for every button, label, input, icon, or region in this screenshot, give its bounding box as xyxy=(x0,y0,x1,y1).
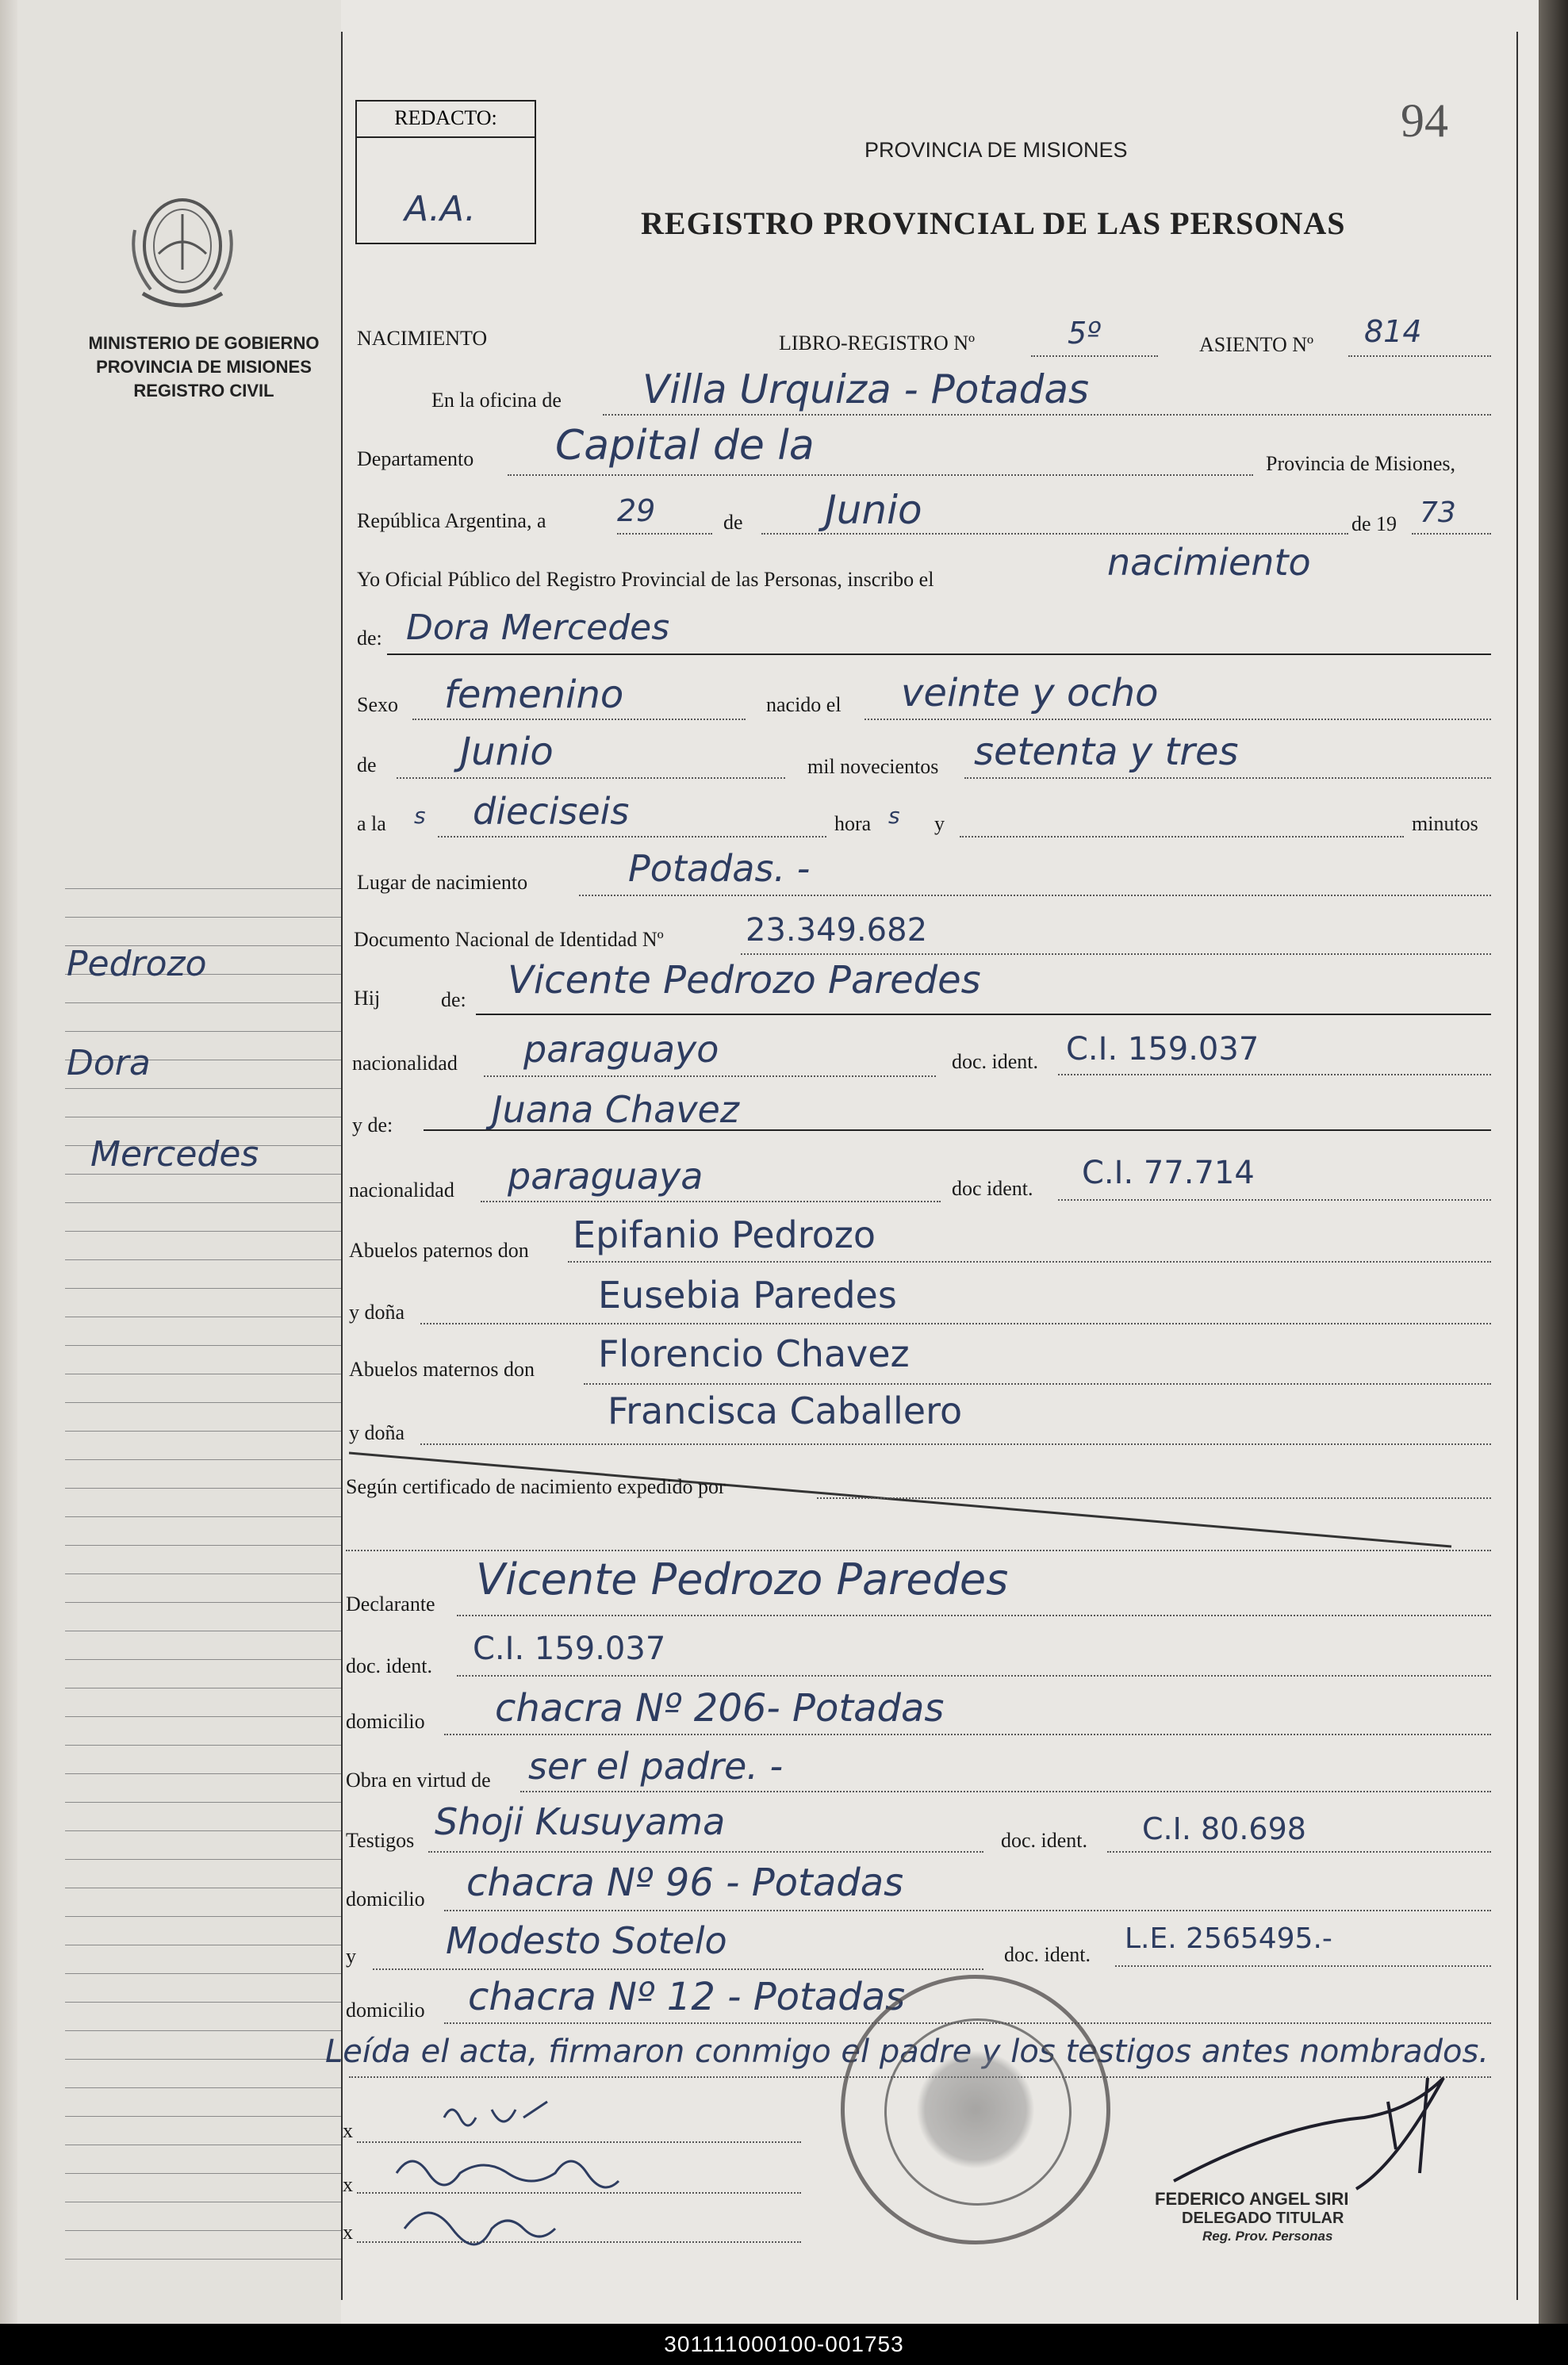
stub-rule-line xyxy=(65,2230,343,2231)
obra-value: ser el padre. - xyxy=(528,1745,784,1788)
domicilio1-value: chacra Nº 206- Potadas xyxy=(495,1686,945,1731)
nacido-label: nacido el xyxy=(766,693,842,716)
handwritten-signatures xyxy=(373,2086,817,2268)
departamento-label: Departamento xyxy=(357,447,474,470)
obra-label: Obra en virtud de xyxy=(346,1769,491,1792)
republica-label: República Argentina, a xyxy=(357,509,546,532)
abm-label: Abuelos maternos don xyxy=(349,1358,535,1381)
margin-note-second-name: Mercedes xyxy=(90,1134,259,1175)
stub-rule-line xyxy=(65,2259,343,2260)
asiento-label: ASIENTO Nº xyxy=(1199,333,1314,356)
signature-mark: x xyxy=(343,2173,353,2196)
docid4-label: doc. ident. xyxy=(1001,1829,1088,1852)
redacto-label: REDACTO: xyxy=(394,106,497,129)
domicilio1-label: domicilio xyxy=(346,1710,425,1733)
stub-rule-line xyxy=(65,1288,343,1289)
stub-rule-line xyxy=(65,1745,343,1746)
provincia-label: Provincia de Misiones, xyxy=(1266,452,1456,475)
libro-value: 5º xyxy=(1068,316,1102,351)
book-edge xyxy=(1539,0,1568,2324)
dni-value: 23.349.682 xyxy=(746,912,928,949)
stub-rule-line xyxy=(65,1716,343,1717)
official-title: DELEGADO TITULAR xyxy=(1182,2210,1344,2227)
dia-value: 29 xyxy=(617,493,656,528)
stub-rule-line xyxy=(65,888,343,889)
image-code: 301111000100-001753 xyxy=(664,2332,904,2356)
de2-label: de xyxy=(357,753,377,776)
domicilio2-label: domicilio xyxy=(346,1888,425,1911)
mes-value: Junio xyxy=(825,487,922,533)
nac2-value: paraguaya xyxy=(508,1155,703,1198)
image-code-bar xyxy=(0,2324,1568,2365)
sexo-label: Sexo xyxy=(357,693,398,716)
nac2-label: nacionalidad xyxy=(349,1179,454,1202)
nacido-value: veinte y ocho xyxy=(901,671,1159,715)
segun-label: Según certificado de nacimiento expedido por xyxy=(346,1475,726,1498)
stub-rule-line xyxy=(65,1002,343,1003)
inscribo-value: nacimiento xyxy=(1107,541,1311,584)
stub-rule-line xyxy=(65,1516,343,1517)
madre-value: Juana Chavez xyxy=(492,1088,740,1131)
stub-rule-line xyxy=(65,1830,343,1831)
stub-rule-line xyxy=(65,1916,343,1917)
testigo1-value: Shoji Kusuyama xyxy=(435,1800,726,1843)
stub-rule-line xyxy=(65,1259,343,1260)
docid1-value: C.I. 159.037 xyxy=(1066,1031,1259,1068)
binding-spine xyxy=(0,0,17,2324)
oficial-label: Yo Oficial Público del Registro Provincial de las Personas, inscribo el xyxy=(357,568,934,591)
ministry-line: PROVINCIA DE MISIONES xyxy=(96,357,312,377)
ministry-heading xyxy=(65,332,343,403)
hora-label: hora xyxy=(834,812,872,835)
lugar-label: Lugar de nacimiento xyxy=(357,871,528,894)
oficina-label: En la oficina de xyxy=(431,389,562,412)
stub-rule-line xyxy=(65,1088,343,1089)
stub-rule-line xyxy=(65,1345,343,1346)
hora-value: dieciseis xyxy=(473,790,630,833)
mes2-value: Junio xyxy=(460,730,554,774)
abp-label: Abuelos paternos don xyxy=(349,1239,529,1262)
stub-rule-line xyxy=(65,1973,343,1974)
stub-rule-line xyxy=(65,1602,343,1603)
margin-note-surname: Pedrozo xyxy=(67,944,207,984)
stub-rule-line xyxy=(65,1659,343,1660)
stub-rule-line xyxy=(65,1573,343,1574)
nac1-value: paraguayo xyxy=(523,1028,719,1071)
nacimiento-label: NACIMIENTO xyxy=(357,327,488,350)
redacto-box xyxy=(355,100,536,244)
mil-label: mil novecientos xyxy=(807,755,939,778)
stub-rule-line xyxy=(65,1031,343,1032)
lugar-value: Potadas. - xyxy=(628,847,811,890)
nac1-label: nacionalidad xyxy=(352,1052,458,1075)
provincial-crest-icon xyxy=(127,182,238,317)
libro-label: LIBRO-REGISTRO Nº xyxy=(779,332,976,355)
domicilio2-value: chacra Nº 96 - Potadas xyxy=(466,1861,904,1905)
abp-value: Epifanio Pedrozo xyxy=(573,1213,876,1256)
signature-mark: x xyxy=(343,2221,353,2244)
stub-rule-line xyxy=(65,1545,343,1546)
docid4-value: C.I. 80.698 xyxy=(1142,1811,1306,1846)
official-name: FEDERICO ANGEL SIRI xyxy=(1155,2189,1349,2209)
stub-rule-line xyxy=(65,2087,343,2088)
stub-rule-line xyxy=(65,1859,343,1860)
official-seal-stamp xyxy=(841,1975,1110,2244)
hij-de-label: de: xyxy=(441,988,466,1011)
de-year-label: de 19 xyxy=(1351,512,1397,535)
domicilio3-value: chacra Nº 12 - Potadas xyxy=(468,1975,906,2019)
official-office: Reg. Prov. Personas xyxy=(1202,2229,1333,2244)
sexo-value: femenino xyxy=(444,673,624,717)
name-value: Dora Mercedes xyxy=(406,608,670,648)
cancel-strike-line xyxy=(349,1451,1499,1554)
oficina-value: Villa Urquiza - Potadas xyxy=(642,366,1090,412)
province-title: PROVINCIA DE MISIONES xyxy=(865,138,1128,162)
stub-rule-line xyxy=(65,1402,343,1403)
stub-rule-line xyxy=(65,1202,343,1203)
stub-rule-line xyxy=(65,1773,343,1774)
docid3-value: C.I. 159.037 xyxy=(473,1631,666,1667)
ala-suffix: s xyxy=(414,803,426,829)
y-label: y xyxy=(934,812,945,835)
left-stub xyxy=(17,0,341,2324)
leida-value: Leída el acta, firmaron conmigo el padre y los testigos antes nombrados. xyxy=(325,2033,1489,2070)
stub-rule-line xyxy=(65,2116,343,2117)
docid1-label: doc. ident. xyxy=(952,1050,1039,1073)
yde-label: y de: xyxy=(352,1114,393,1137)
docid3-label: doc. ident. xyxy=(346,1654,433,1677)
stub-rule-line xyxy=(65,1802,343,1803)
de-label: de xyxy=(723,511,743,534)
docid2-value: C.I. 77.714 xyxy=(1082,1155,1255,1191)
declarante-value: Vicente Pedrozo Paredes xyxy=(476,1554,1009,1604)
ydona1-label: y doña xyxy=(349,1301,405,1324)
stub-rule-line xyxy=(65,2030,343,2031)
stub-rule-line xyxy=(65,2173,343,2174)
departamento-value: Capital de la xyxy=(555,422,815,470)
hij-label: Hij xyxy=(354,987,381,1010)
hora-suffix: s xyxy=(888,803,900,829)
name-label: de: xyxy=(357,627,382,650)
declarante-label: Declarante xyxy=(346,1593,435,1616)
anio-value: setenta y tres xyxy=(974,730,1239,774)
redacto-value: A.A. xyxy=(404,189,476,229)
stub-rule-line xyxy=(65,1459,343,1460)
padre-value: Vicente Pedrozo Paredes xyxy=(508,958,981,1002)
official-signature xyxy=(1158,2030,1491,2205)
stub-rule-line xyxy=(65,1488,343,1489)
stub-rule-line xyxy=(65,1231,343,1232)
ydona2-label: y doña xyxy=(349,1421,405,1444)
stub-rule-line xyxy=(65,917,343,918)
docid2-label: doc ident. xyxy=(952,1177,1033,1200)
page-number: 94 xyxy=(1401,94,1448,147)
margin-note-first-name: Dora xyxy=(67,1043,151,1083)
year-value: 73 xyxy=(1420,496,1456,529)
ministry-line: REGISTRO CIVIL xyxy=(133,381,274,401)
ala-label: a la xyxy=(357,812,386,835)
ydona1-value: Eusebia Paredes xyxy=(598,1274,897,1317)
minutos-label: minutos xyxy=(1412,812,1478,835)
testigo2-value: Modesto Sotelo xyxy=(446,1919,727,1962)
abm-value: Florencio Chavez xyxy=(598,1332,910,1375)
stub-rule-line xyxy=(65,1431,343,1432)
y2-label: y xyxy=(346,1945,356,1968)
docid5-value: L.E. 2565495.- xyxy=(1125,1922,1332,1955)
ydona2-value: Francisca Caballero xyxy=(608,1389,963,1432)
docid5-label: doc. ident. xyxy=(1004,1943,1091,1966)
stub-rule-line xyxy=(65,2059,343,2060)
domicilio3-label: domicilio xyxy=(346,1999,425,2022)
testigos-label: Testigos xyxy=(346,1829,415,1852)
dni-label: Documento Nacional de Identidad Nº xyxy=(354,928,664,951)
signature-mark: x xyxy=(343,2119,353,2142)
stub-rule-line xyxy=(65,2002,343,2003)
registry-title: REGISTRO PROVINCIAL DE LAS PERSONAS xyxy=(641,205,1346,241)
ministry-line: MINISTERIO DE GOBIERNO xyxy=(88,333,320,353)
asiento-value: 814 xyxy=(1364,314,1422,349)
